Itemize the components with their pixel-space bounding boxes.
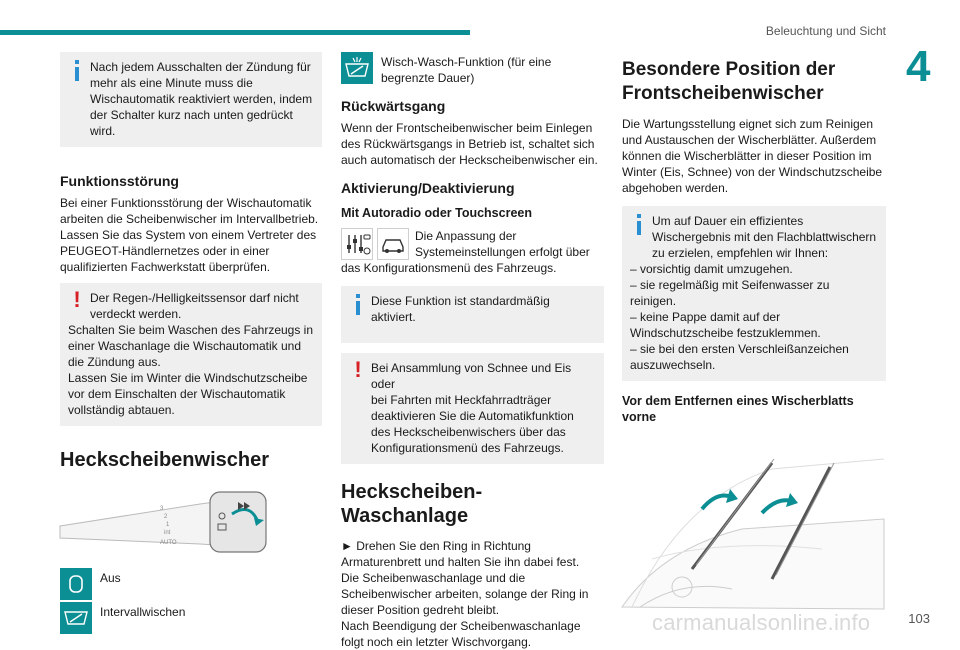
column-3 (622, 58, 886, 609)
wiper-stalk-image (60, 486, 322, 558)
top-accent-bar (0, 30, 470, 35)
stalk-label-3: 3 (160, 506, 164, 512)
info-icon (351, 293, 365, 315)
care-item: – keine Pappe damit auf der Windschutzscheibe festzuklemmen. (630, 310, 821, 340)
section-heading-special-position: Besondere Position der Frontscheibenwischer (622, 59, 836, 104)
wash-step: ► Drehen Sie den Ring in Richtung Armaturenbrett und halten Sie ihn dabei fest. (341, 539, 580, 569)
running-head: Beleuchtung und Sicht (765, 24, 886, 38)
windscreen-illustration (622, 439, 884, 609)
icon-row-off: Aus (60, 568, 322, 600)
settings-sliders-icon (341, 228, 373, 260)
section-heading-reverse: Rückwärtsgang (341, 98, 446, 114)
rear-wash-wipe-icon (341, 52, 373, 84)
fault-text: Bei einer Funktionsstörung der Wischautomatik arbeiten die Scheibenwischer im Intervallbetrieb. Lassen Sie das System von einem Vertreter des PEUGEOT-Händlernetzes oder in einer qualifizierten Fachwerkstatt überprüfen. (60, 196, 319, 274)
info-note: Nach jedem Ausschalten der Zündung für mehr als eine Minute muss die Wischautomatik reaktiviert werden, indem der Schalter kurz nach unten gedrückt wird. (60, 52, 322, 147)
config-row (341, 228, 604, 276)
info-note-default: Diese Funktion ist standardmäßig aktiviert. (341, 286, 604, 343)
warning-note: ! Der Regen-/Helligkeitssensor darf nicht verdeckt werden. Schalten Sie beim Waschen des Fahrzeugs in einer Waschanlage die Wischautomatik und die Zündung aus. Lassen Sie im Winter die Windschutzscheibe vor dem Einschalten der Wischautomatik vollständig abtauen. (60, 283, 322, 426)
icon-row-wash: Wisch-Wasch-Funktion (für eine begrenzte Dauer) (341, 52, 604, 86)
reverse-text: Wenn der Frontscheibenwischer beim Einlegen des Rückwärtsgangs in Betrieb ist, schaltet sich auch automatisch der Heckscheibenwischer ein. (341, 121, 598, 167)
wash-text-3: Nach Beendigung der Scheibenwaschanlage folgt noch ein letzter Wischvorgang. (341, 619, 581, 649)
stalk-label-1: 1 (166, 522, 170, 528)
watermark: carmanualsonline.info (652, 610, 871, 635)
warning-icon: ! (73, 287, 81, 312)
stalk-label-auto: AUTO (160, 540, 177, 546)
section-heading-rear-wiper: Heckscheibenwischer (60, 449, 269, 471)
icon-row-interval: Intervallwischen (60, 602, 322, 634)
subheading-removal: Vor dem Entfernen eines Wischerblatts vorne (622, 394, 854, 424)
wash-text-2: Die Scheibenwaschanlage und die Scheibenwischer arbeiten, solange der Ring in dieser Position gedreht bleibt. (341, 571, 589, 617)
info-icon (70, 59, 84, 81)
special-text: Die Wartungsstellung eignet sich zum Reinigen und Austauschen der Wischerblätter. Außerdem können die Wischerblätter in dieser Position im Winter (Eis, Schnee) von der Windschutzscheibe abgehoben werden. (622, 117, 883, 195)
page-number: 103 (908, 611, 930, 626)
info-note-care: Um auf Dauer ein effizientes Wischergebnis mit den Flachblattwischern zu erzielen, empfehlen wir Ihnen: – vorsichtig damit umzugehen. – sie regelmäßig mit Seifenwasser zu reinigen. – keine Pappe damit auf der Windschutzscheibe festzuklemmen. – sie bei den ersten Verschleißanzeichen auszuwechseln. (622, 206, 886, 381)
column-1 (60, 52, 322, 636)
section-heading-rear-washer: Heckscheiben-Waschanlage (341, 481, 483, 527)
subheading-radio: Mit Autoradio oder Touchscreen (341, 206, 532, 220)
chapter-number: 4 (906, 42, 931, 91)
care-item: – sie regelmäßig mit Seifenwasser zu reinigen. (630, 278, 830, 308)
info-icon (632, 213, 646, 235)
warning-icon: ! (354, 357, 362, 382)
rear-wiper-off-icon (60, 568, 92, 600)
vehicle-icon (377, 228, 409, 260)
rear-wiper-interval-icon (60, 602, 92, 634)
wiper-service-image (622, 439, 884, 609)
stalk-label-int: int (164, 530, 171, 536)
config-text: Die Anpassung der Systemeinstellungen erfolgt über das Konfigurationsmenü des Fahrzeugs. (341, 229, 590, 275)
stalk-label-2: 2 (164, 514, 168, 520)
warning-note-snow: ! Bei Ansammlung von Schnee und Eis oder bei Fahrten mit Heckfahrradträger deaktivieren Sie die Automatikfunktion des Heckscheibenwischers über das Konfigurationsmenü des Fahrzeugs. (341, 353, 604, 464)
section-heading-fault: Funktionsstörung (60, 173, 179, 189)
section-heading-activation: Aktivierung/Deaktivierung (341, 180, 515, 196)
column-2 (341, 52, 604, 650)
care-item: – sie bei den ersten Verschleißanzeichen auszuwechseln. (630, 342, 849, 372)
stalk-illustration (60, 486, 322, 558)
care-item: – vorsichtig damit umzugehen. (630, 262, 793, 276)
